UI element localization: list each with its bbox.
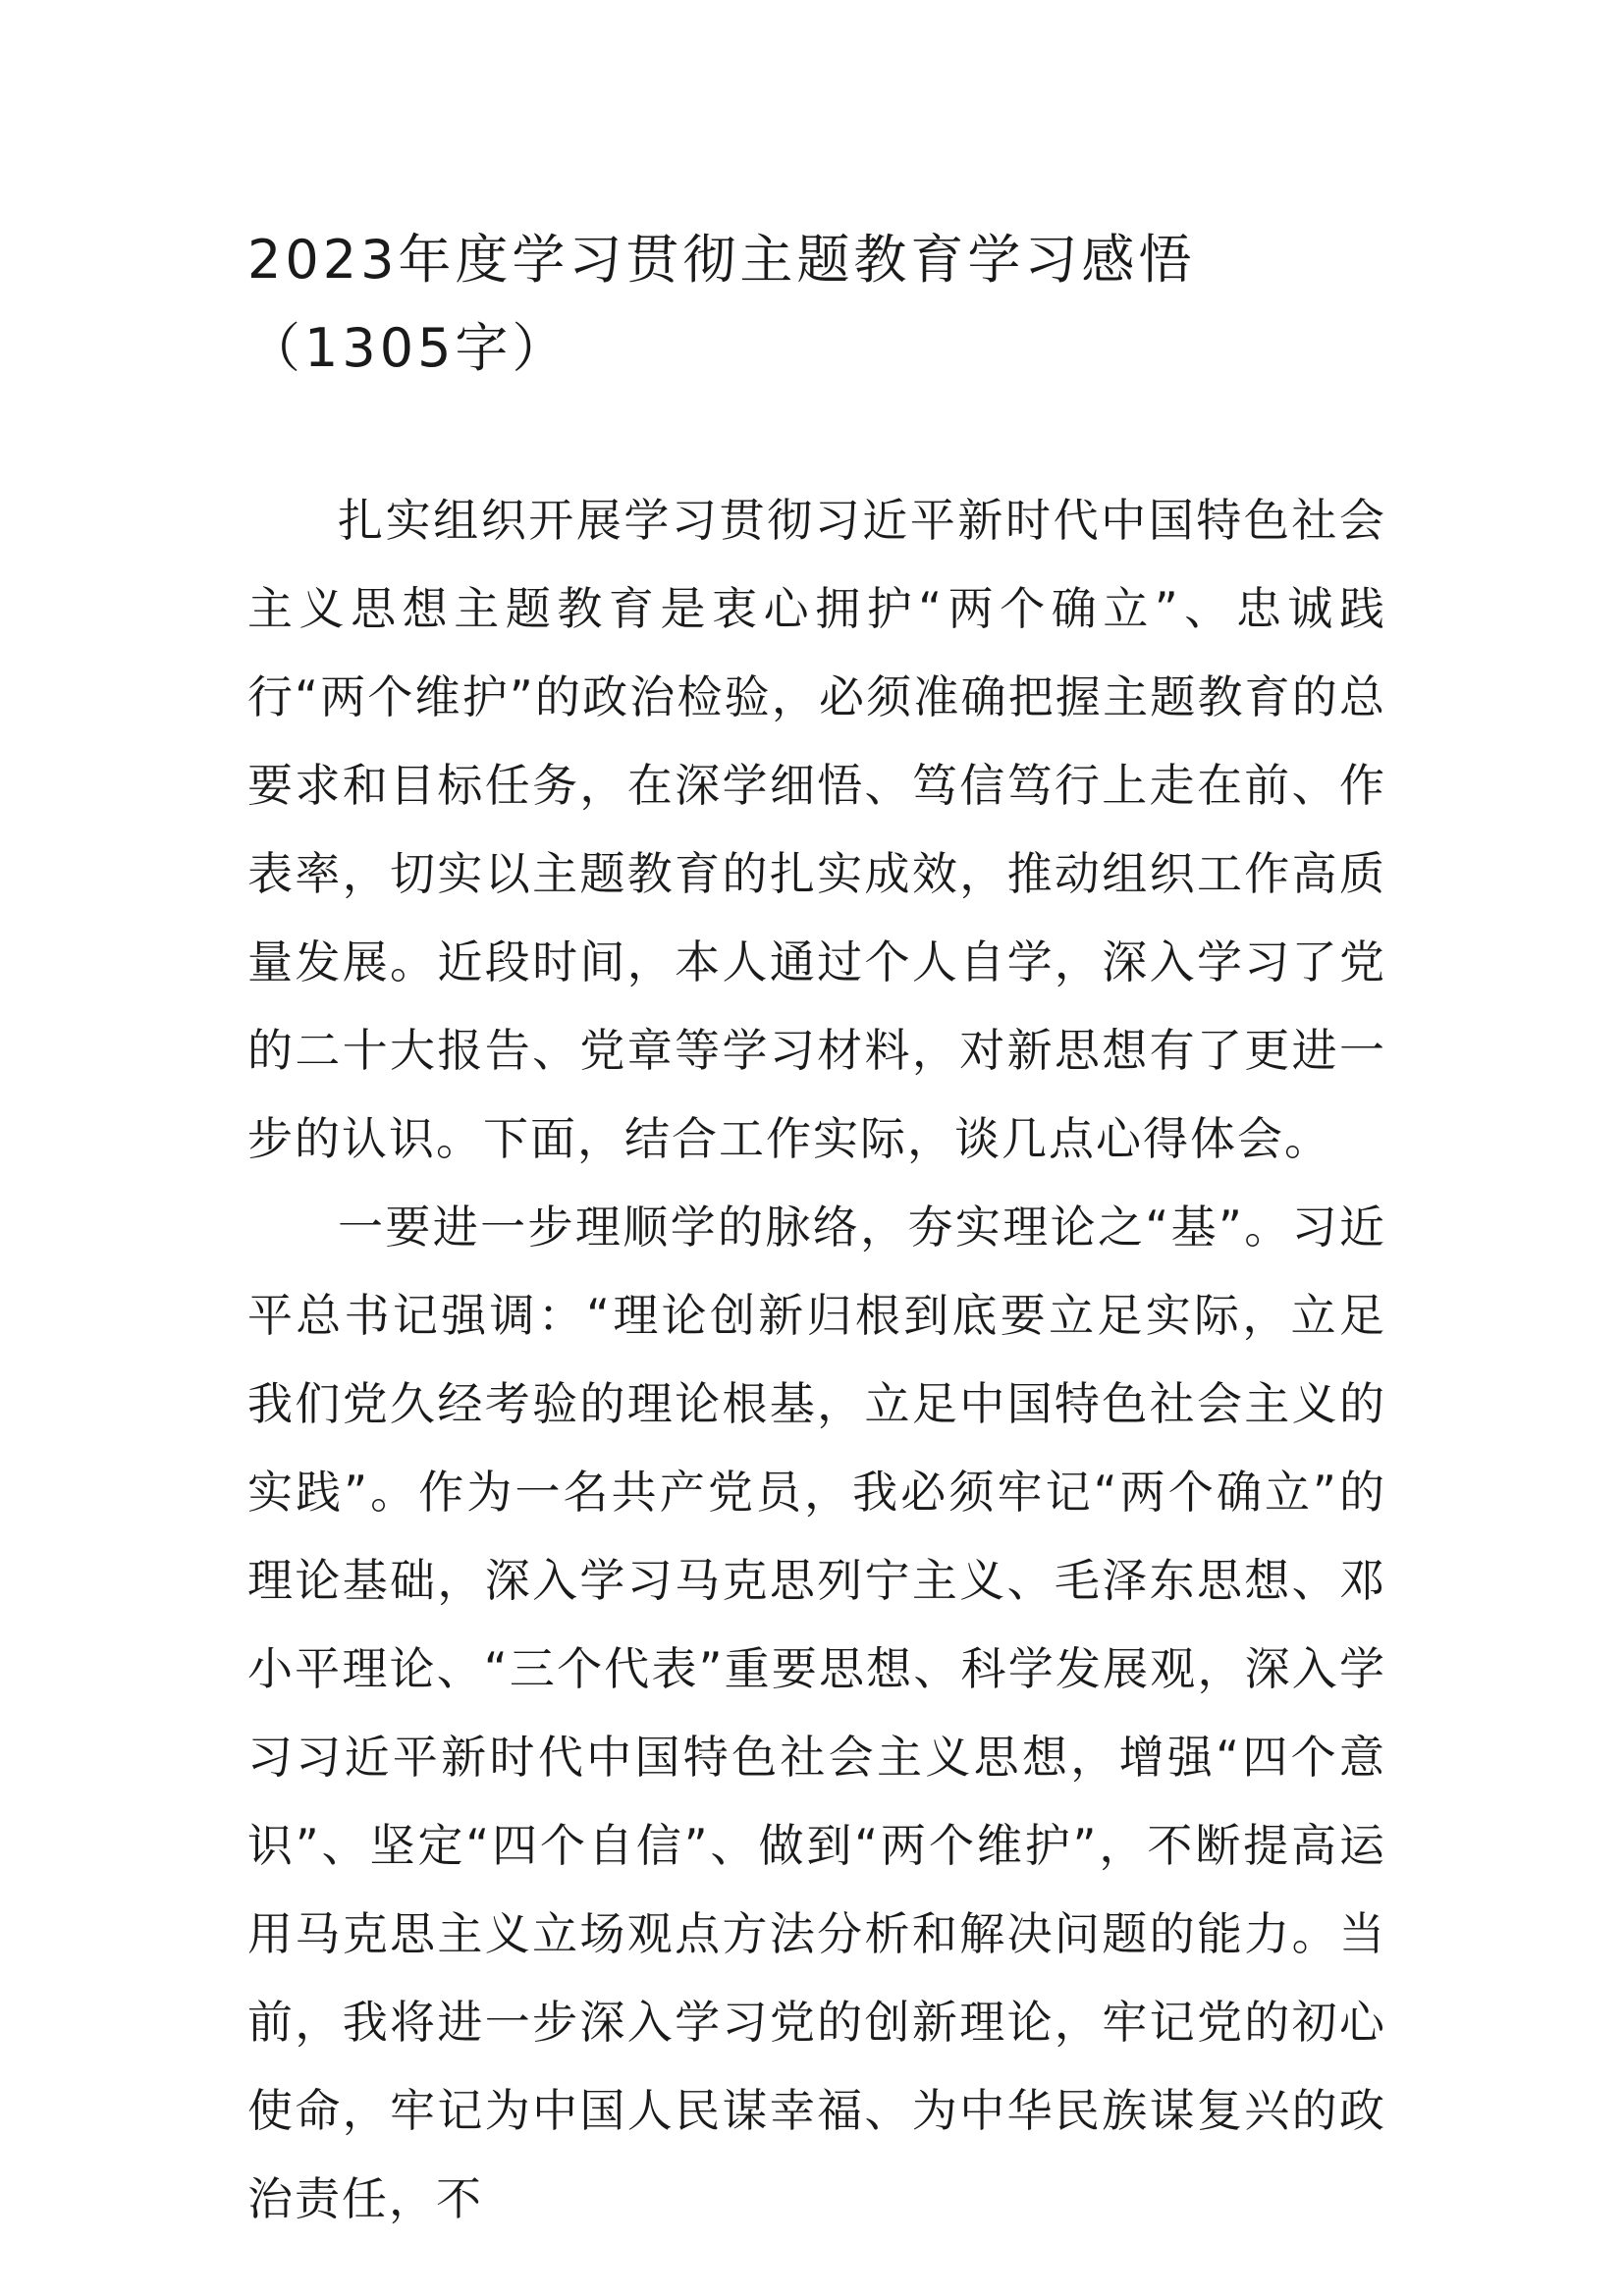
document-title: 2023年度学习贯彻主题教育学习感悟（1305字） (247, 229, 1196, 379)
document-body (247, 476, 1386, 2243)
paragraph-intro: 扎实组织开展学习贯彻习近平新时代中国特色社会主义思想主题教育是衷心拥护“两个确立”、忠诚践行“两个维护”的政治检验，必须准确把握主题教育的总要求和目标任务，在深学细悟、笃信笃行上走在前、作表率，切实以主题教育的扎实成效，推动组织工作高质量发展。近段时间，本人通过个人自学，深入学习了党的二十大报告、党章等学习材料，对新思想有了更进一步的认识。下面，结合工作实际，谈几点心得体会。 (247, 494, 1386, 1165)
paragraph-point-one: 一要进一步理顺学的脉络，夯实理论之“基”。习近平总书记强调：“理论创新归根到底要立足实际，立足我们党久经考验的理论根基，立足中国特色社会主义的实践”。作为一名共产党员，我必须牢记“两个确立”的理论基础，深入学习马克思列宁主义、毛泽东思想、邓小平理论、“三个代表”重要思想、科学发展观，深入学习习近平新时代中国特色社会主义思想，增强“四个意识”、坚定“四个自信”、做到“两个维护”，不断提高运用马克思主义立场观点方法分析和解决问题的能力。当前，我将进一步深入学习党的创新理论，牢记党的初心使命，牢记为中国人民谋幸福、为中华民族谋复兴的政治责任，不 (247, 1201, 1386, 2225)
